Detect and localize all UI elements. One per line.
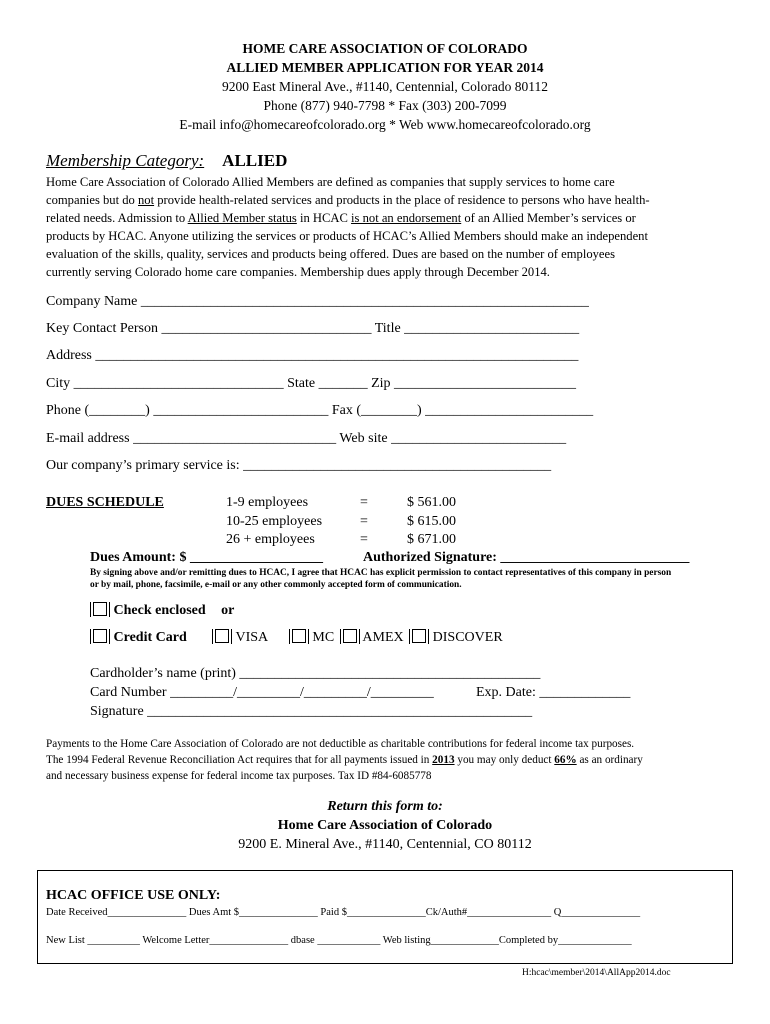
phone-fax-field[interactable]: Phone (________) _________________________ Fax (________) ________________________ [46,403,594,418]
description-line-2 [46,193,650,208]
tax-text: you may only deduct [454,754,555,766]
return-address: 9200 E. Mineral Ave., #1140, Centennial, CO 80112 [238,837,532,852]
tax-deduct-percent: 66% [554,754,577,766]
office-use-row-1[interactable]: Date Received_______________ Dues Amt $_______________ Paid $_______________Ck/Auth#________________ Q_______________ [46,907,641,918]
org-phone-fax: Phone (877) 940-7798 * Fax (303) 200-7099 [263,98,507,113]
description-line-3 [46,211,636,226]
tax-year: 2013 [432,754,455,766]
address-field[interactable]: Address _____________________________________________________________________ [46,348,579,363]
dues-row-range: 26 + employees [226,532,315,547]
consent-disclaimer-line-1: By signing above and/or remitting dues to HCAC, I agree that HCAC has explicit permission to contact representatives of this company in person [90,568,672,578]
desc-text: in HCAC [296,211,352,225]
bracket-icon [340,629,341,644]
card-signature-field[interactable]: Signature _______________________________________________________ [90,704,533,719]
file-path: H:hcac\member\2014\AllApp2014.doc [522,968,671,978]
dues-schedule-heading: DUES SCHEDULE [46,495,164,510]
authorized-signature-field[interactable]: Authorized Signature: ___________________________ [363,550,690,565]
org-address: 9200 East Mineral Ave., #1140, Centennial, Colorado 80112 [221,79,549,94]
bracket-icon [109,629,110,644]
desc-emphasis: Allied Member status [187,211,297,225]
check-enclosed-label: Check enclosed [113,603,206,618]
bracket-icon [90,602,91,617]
bracket-icon [428,629,429,644]
city-state-zip-field[interactable]: City ______________________________ State _______ Zip __________________________ [46,376,577,391]
membership-category [46,151,287,171]
company-name-field[interactable]: Company Name ________________________________________________________________ [46,294,589,309]
desc-emphasis: is not an endorsement [351,211,462,225]
bracket-icon [212,629,213,644]
description-line-6: currently serving Colorado home care companies. Membership dues apply through December 2014. [46,265,550,279]
description-line-1: Home Care Association of Colorado Allied Members are defined as companies that supply services to home care [46,175,615,189]
bracket-icon [359,629,360,644]
discover-label: DISCOVER [432,630,503,645]
desc-text: provide health-related services and products in the place of residence to persons who have health- [154,193,650,207]
org-email-web: E-mail info@homecareofcolorado.org * Web www.homecareofcolorado.org [179,117,591,132]
amex-label: AMEX [362,630,404,645]
tax-note-line-1: Payments to the Home Care Association of Colorado are not deductible as charitable contributions for federal income tax purposes. [46,738,635,750]
desc-text: companies but do [46,193,138,207]
office-use-row-2[interactable]: New List __________ Welcome Letter_______________ dbase ____________ Web listing_____________Completed by______________ [46,935,632,946]
desc-text: of an Allied Member’s services or [461,211,636,225]
tax-text: The 1994 Federal Revenue Reconciliation Act requires that for all payments issued in [46,754,433,766]
visa-label: VISA [235,630,268,645]
dues-amount-field[interactable]: Dues Amount: $ ___________________ [90,550,323,565]
description-line-5: evaluation of the skills, quality, services and products being offered. Dues are based on the number of employees [46,247,615,261]
mc-label: MC [312,630,335,645]
dues-row-equals: = [360,495,368,510]
bracket-icon [409,629,410,644]
bracket-icon [90,629,91,644]
dues-row-range: 10-25 employees [226,514,323,529]
office-use-heading: HCAC OFFICE USE ONLY: [46,888,221,903]
tax-note-line-2 [46,754,643,766]
bracket-icon [231,629,232,644]
dues-row-amount: $ 671.00 [407,532,456,547]
desc-text: related needs. Admission to [46,211,188,225]
tax-note-line-3: and necessary business expense for federal income tax purposes. Tax ID #84-6085778 [46,770,432,782]
email-website-field[interactable]: E-mail address _____________________________ Web site _________________________ [46,431,567,446]
dues-row-equals: = [360,514,368,529]
amex-option[interactable] [340,630,404,645]
checkbox-credit-card[interactable] [93,629,107,643]
membership-category-label: Membership Category: [46,151,205,170]
tax-text: as an ordinary [576,754,643,766]
bracket-icon [308,629,309,644]
visa-option[interactable] [212,630,267,645]
dues-row-range: 1-9 employees [226,495,309,510]
checkbox-check-enclosed[interactable] [93,602,107,616]
expiration-date-field[interactable]: Exp. Date: _____________ [476,685,631,700]
desc-emphasis: not [138,193,155,207]
description-line-4: products by HCAC. Anyone utilizing the services or products of HCAC’s Allied Members should make an independent [46,229,648,243]
dues-row-equals: = [360,532,368,547]
membership-category-value: ALLIED [222,151,288,170]
credit-card-option[interactable] [90,630,187,645]
bracket-icon [289,629,290,644]
checkbox-discover[interactable] [412,629,426,643]
return-org-name: Home Care Association of Colorado [277,818,493,833]
return-form-heading: Return this form to: [327,799,443,814]
primary-service-field[interactable]: Our company’s primary service is: ____________________________________________ [46,458,552,473]
or-label: or [221,603,235,618]
bracket-icon [109,602,110,617]
mc-option[interactable] [289,630,334,645]
dues-row-amount: $ 561.00 [407,495,456,510]
check-enclosed-option[interactable] [90,602,234,619]
discover-option[interactable] [409,630,503,645]
checkbox-mc[interactable] [292,629,306,643]
consent-disclaimer-line-2: or by mail, phone, facsimile, e-mail or any other commonly accepted form of communication. [90,580,462,590]
card-number-field[interactable]: Card Number _________/_________/_________/_________ [90,685,434,700]
cardholder-name-field[interactable]: Cardholder’s name (print) ___________________________________________ [90,666,541,681]
org-title: HOME CARE ASSOCIATION OF COLORADO [242,41,528,56]
dues-row-amount: $ 615.00 [407,514,456,529]
application-title: ALLIED MEMBER APPLICATION FOR YEAR 2014 [226,60,544,75]
key-contact-title-field[interactable]: Key Contact Person ______________________________ Title _________________________ [46,321,580,336]
credit-card-options [90,629,503,646]
checkbox-visa[interactable] [215,629,229,643]
checkbox-amex[interactable] [343,629,357,643]
credit-card-label: Credit Card [113,630,187,645]
